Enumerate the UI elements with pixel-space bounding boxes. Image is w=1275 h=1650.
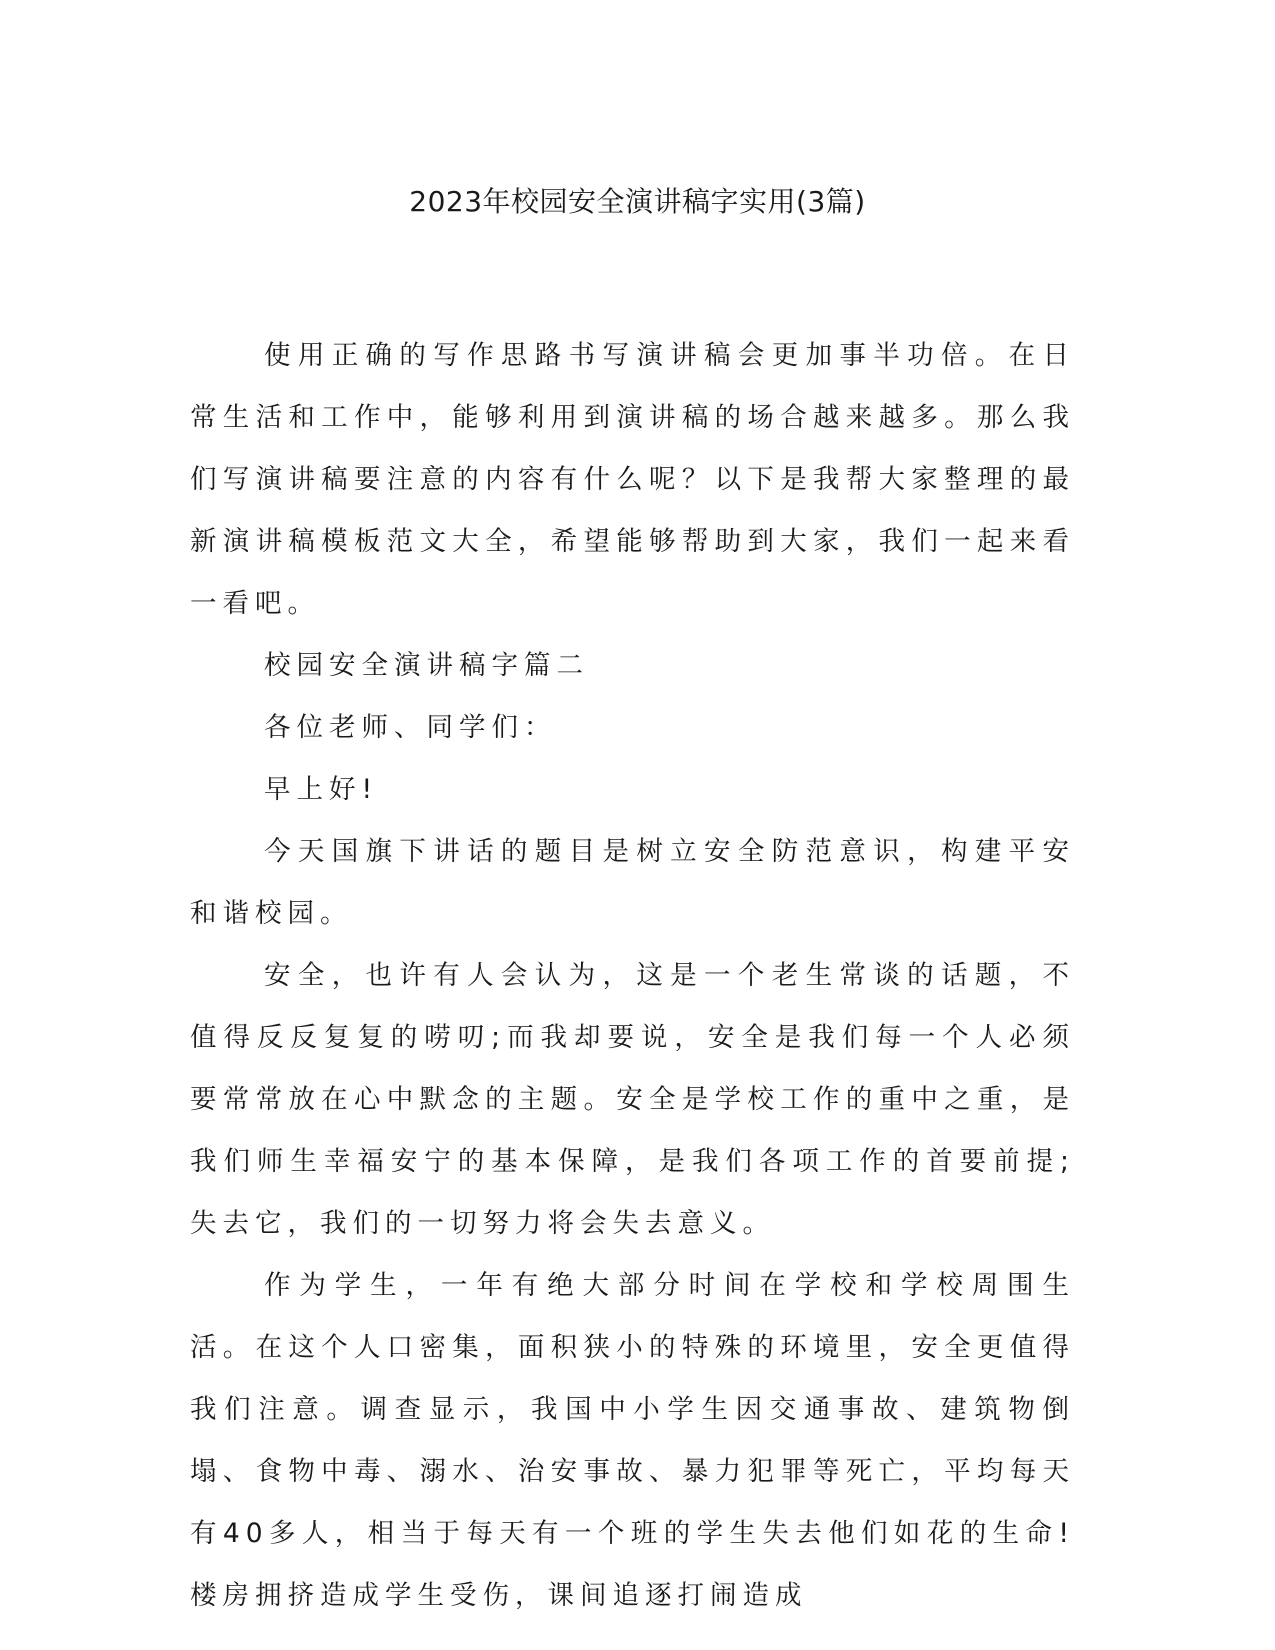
section-heading: 校园安全演讲稿字篇二 bbox=[264, 650, 589, 681]
safety-importance-paragraph: 安全，也许有人会认为，这是一个老生常谈的话题，不值得反反复复的唠叨;而我却要说，安全是我们每一个人必须要常常放在心中默念的主题。安全是学校工作的重中之重，是我们师生幸福安宁的基本保障，是我们各项工作的首要前提;失去它，我们的一切努力将会失去意义。 bbox=[190, 960, 1075, 1239]
salutation: 各位老师、同学们： bbox=[264, 712, 557, 743]
document-body bbox=[190, 325, 1075, 1627]
intro-paragraph: 使用正确的写作思路书写演讲稿会更加事半功倍。在日常生活和工作中，能够利用到演讲稿的场合越来越多。那么我们写演讲稿要注意的内容有什么呢？以下是我帮大家整理的最新演讲稿模板范文大全，希望能够帮助到大家，我们一起来看一看吧。 bbox=[190, 340, 1075, 619]
speech-topic-paragraph: 今天国旗下讲话的题目是树立安全防范意识，构建平安和谐校园。 bbox=[190, 836, 1075, 929]
greeting: 早上好! bbox=[264, 774, 379, 805]
document-title: 2023年校园安全演讲稿字实用(3篇) bbox=[409, 185, 866, 218]
student-safety-paragraph: 作为学生，一年有绝大部分时间在学校和学校周围生活。在这个人口密集，面积狭小的特殊的环境里，安全更值得我们注意。调查显示，我国中小学生因交通事故、建筑物倒塌、食物中毒、溺水、治安事故、暴力犯罪等死亡，平均每天有40多人，相当于每天有一个班的学生失去他们如花的生命!楼房拥挤造成学生受伤，课间追逐打闹造成 bbox=[190, 1270, 1075, 1611]
